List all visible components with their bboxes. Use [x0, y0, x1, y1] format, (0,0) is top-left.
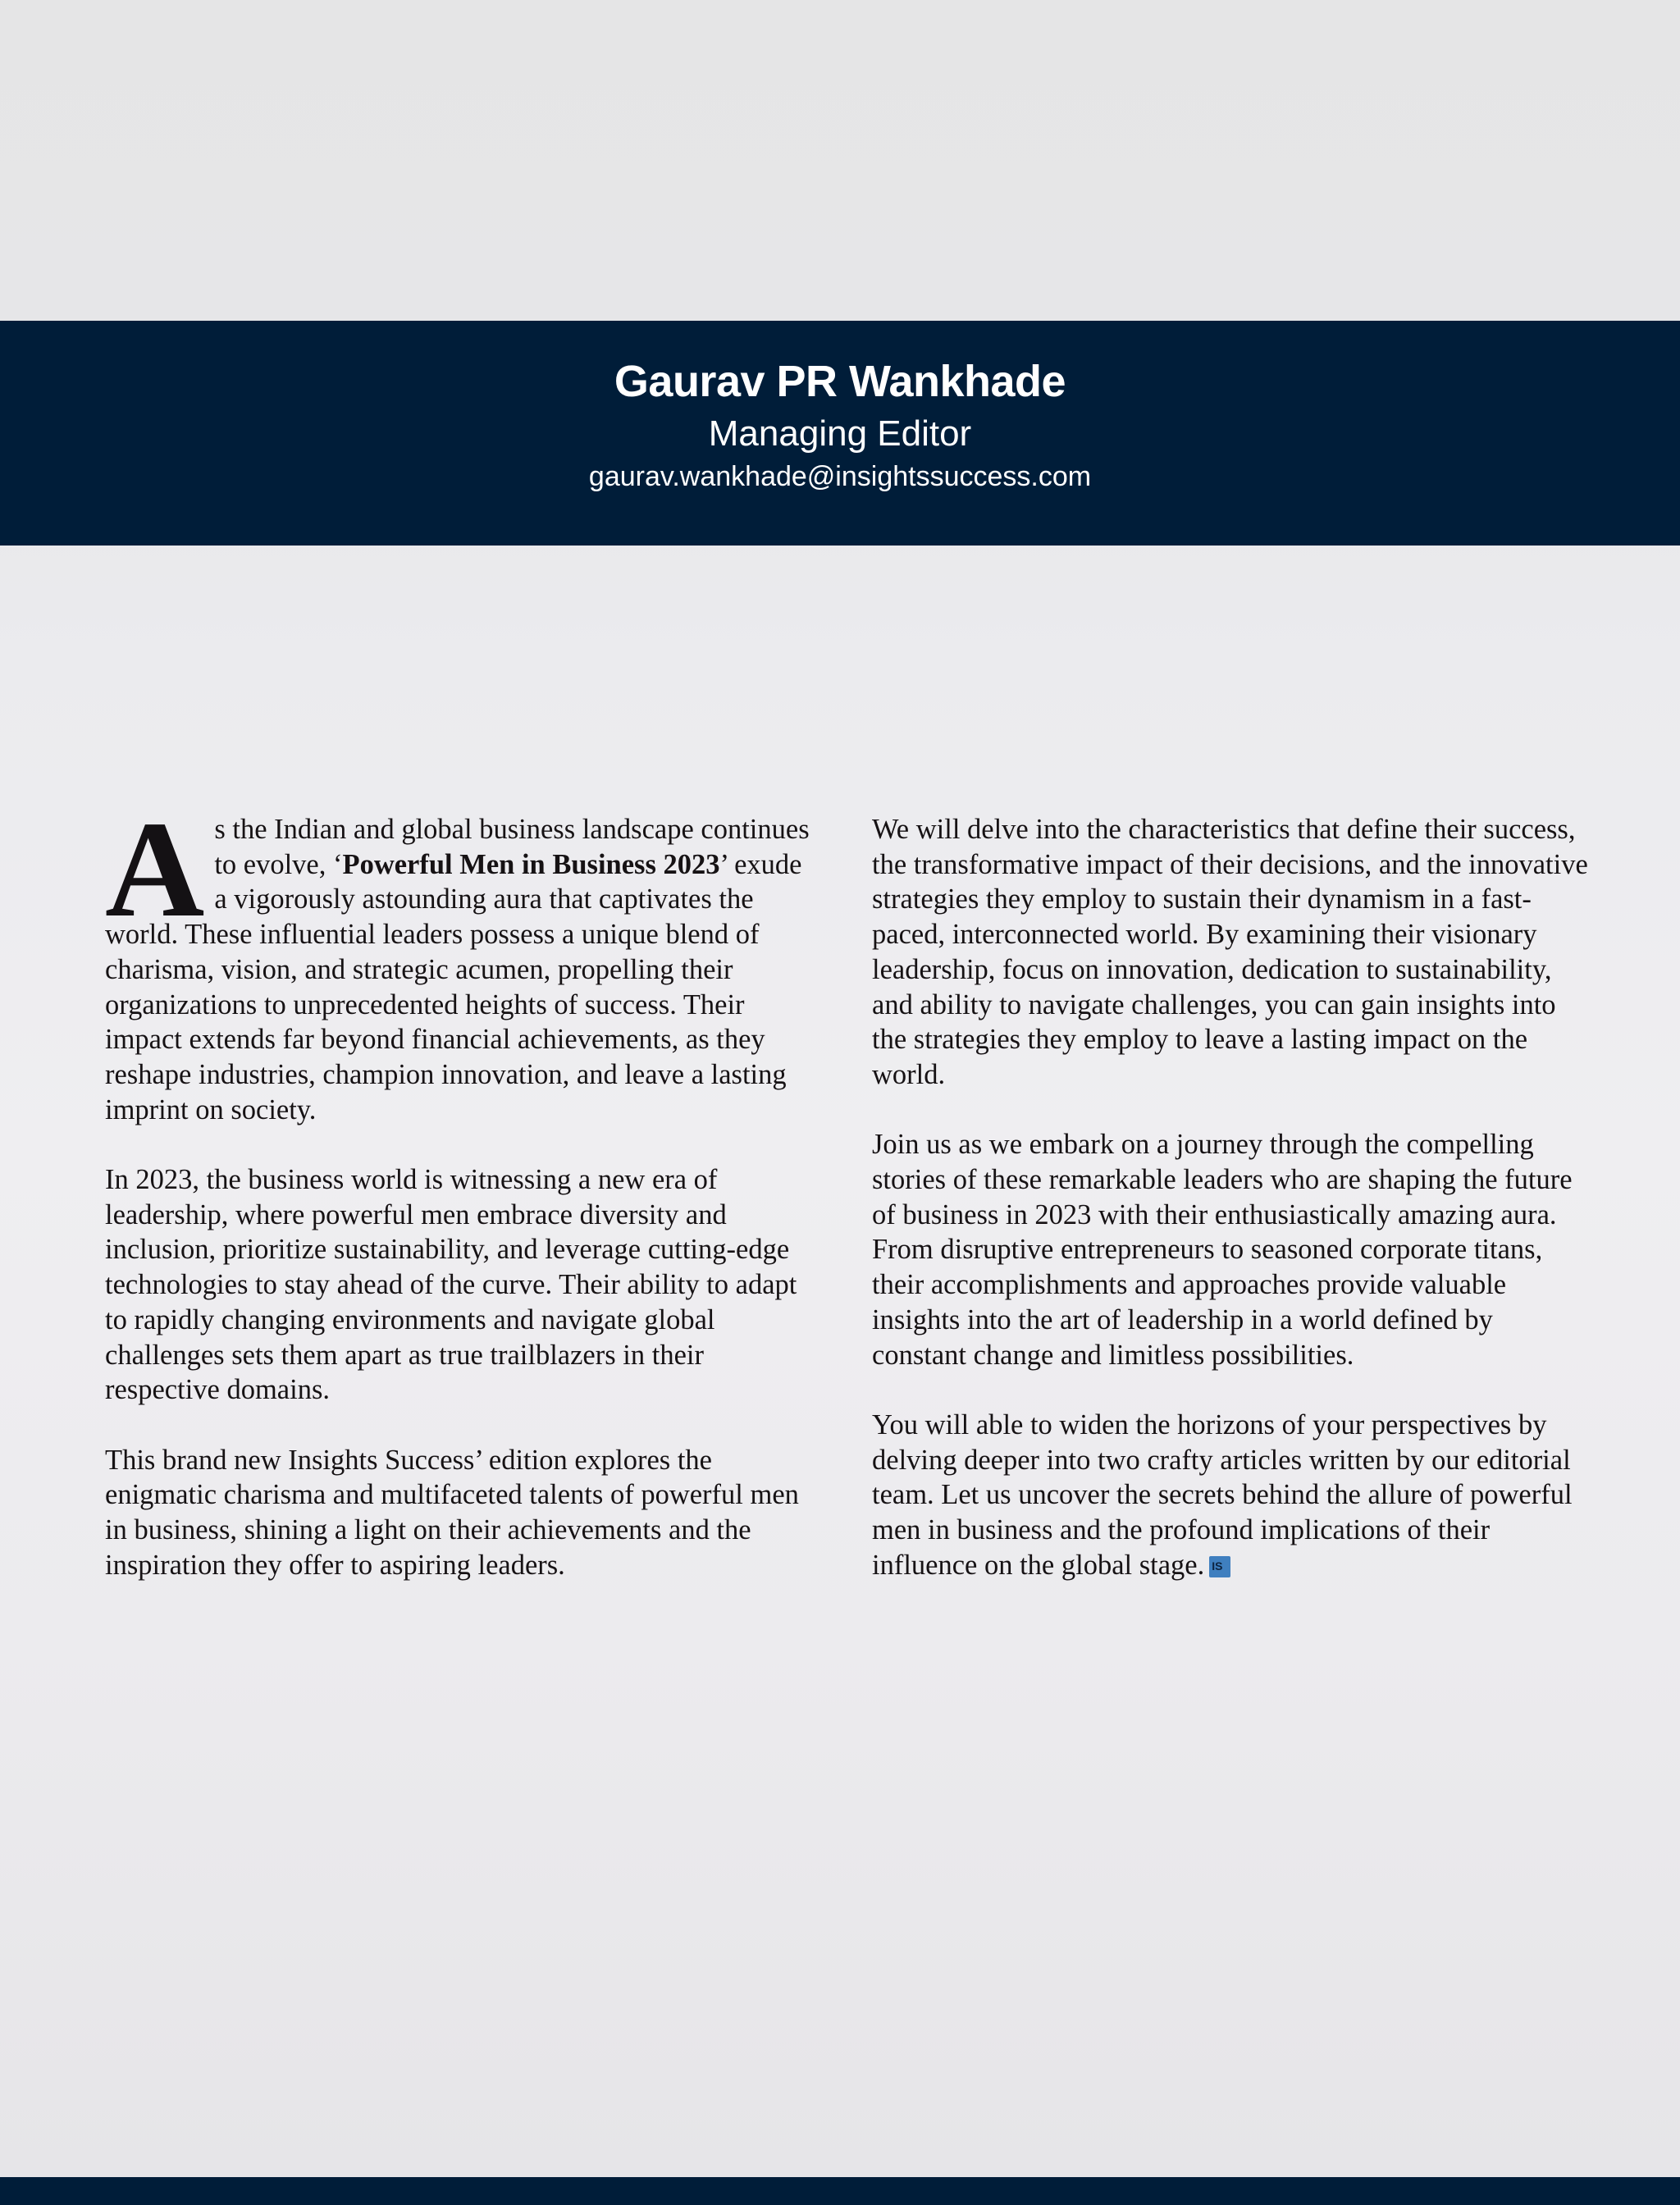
paragraph-1-rest: ’ exude a vigorously astounding aura that captivates the world. These influential leaders possess a unique blend of charisma, vision, and strategic acumen, propelling their organizations to unprecedented heights of success. Their impact extends far beyond financial achievements, as they reshape industries, champion innovation, and leave a lasting imprint on society.: [105, 848, 802, 1125]
editor-role: Managing Editor: [708, 413, 972, 454]
article-paragraph-5: Join us as we embark on a journey through the compelling stories of these remarkable leaders who are shaping the future of business in 2023 with their enthusiastically amazing aura. From disruptive entrepreneurs to seasoned corporate titans, their accomplishments and approaches provide valuable insights into the art of leadership in a world defined by constant change and limitless possibilities.: [872, 1129, 1573, 1371]
end-mark-label: IS: [1212, 1559, 1223, 1573]
article-paragraph-1: [105, 793, 815, 1127]
editor-name: Gaurav PR Wankhade: [614, 357, 1066, 406]
article-paragraph-2: In 2023, the business world is witnessing a new era of leadership, where powerful men embrace diversity and inclusion, prioritize sustainability, and leverage cutting-edge technologies to stay ahead of the curve. Their ability to adapt to rapidly changing environments and navigate global challenges sets them apart as true trailblazers in their respective domains.: [105, 1164, 797, 1406]
article-paragraph-3: This brand new Insights Success’ edition explores the enigmatic charisma and multifaceted talents of powerful men in business, shining a light on their achievements and the inspiration they offer to aspiring leaders.: [105, 1444, 799, 1581]
dropcap: A: [105, 793, 205, 946]
article-paragraph-4: We will delve into the characteristics that define their success, the transformative impact of their decisions, and the innovative strategies they employ to sustain their dynamism in a fast-paced, interconnected world. By examining their visionary leadership, focus on innovation, dedication to sustainability, and ability to navigate challenges, you can gain insights into the strategies they employ to leave a lasting impact on the world.: [872, 814, 1588, 1090]
article-column-left: [105, 793, 815, 1618]
article-column-right: [872, 812, 1594, 1618]
paragraph-1-lead: s the Indian and global business landscape continues to evolve, ‘: [214, 814, 810, 880]
paragraph-6-text: You will able to widen the horizons of your perspectives by delving deeper into two crafty articles written by our editorial team. Let us uncover the secrets behind the allure of powerful men in business and the profound implications of their influence on the global stage.: [872, 1408, 1573, 1581]
editor-credit-banner: [0, 321, 1680, 546]
editor-email: gaurav.wankhade@insightssuccess.com: [588, 461, 1092, 492]
article-paragraph-6: [872, 1408, 1594, 1583]
footer-band: [0, 2177, 1680, 2205]
magazine-issue-title: Powerful Men in Business 2023: [342, 848, 720, 880]
end-mark-icon: [1209, 1556, 1230, 1577]
